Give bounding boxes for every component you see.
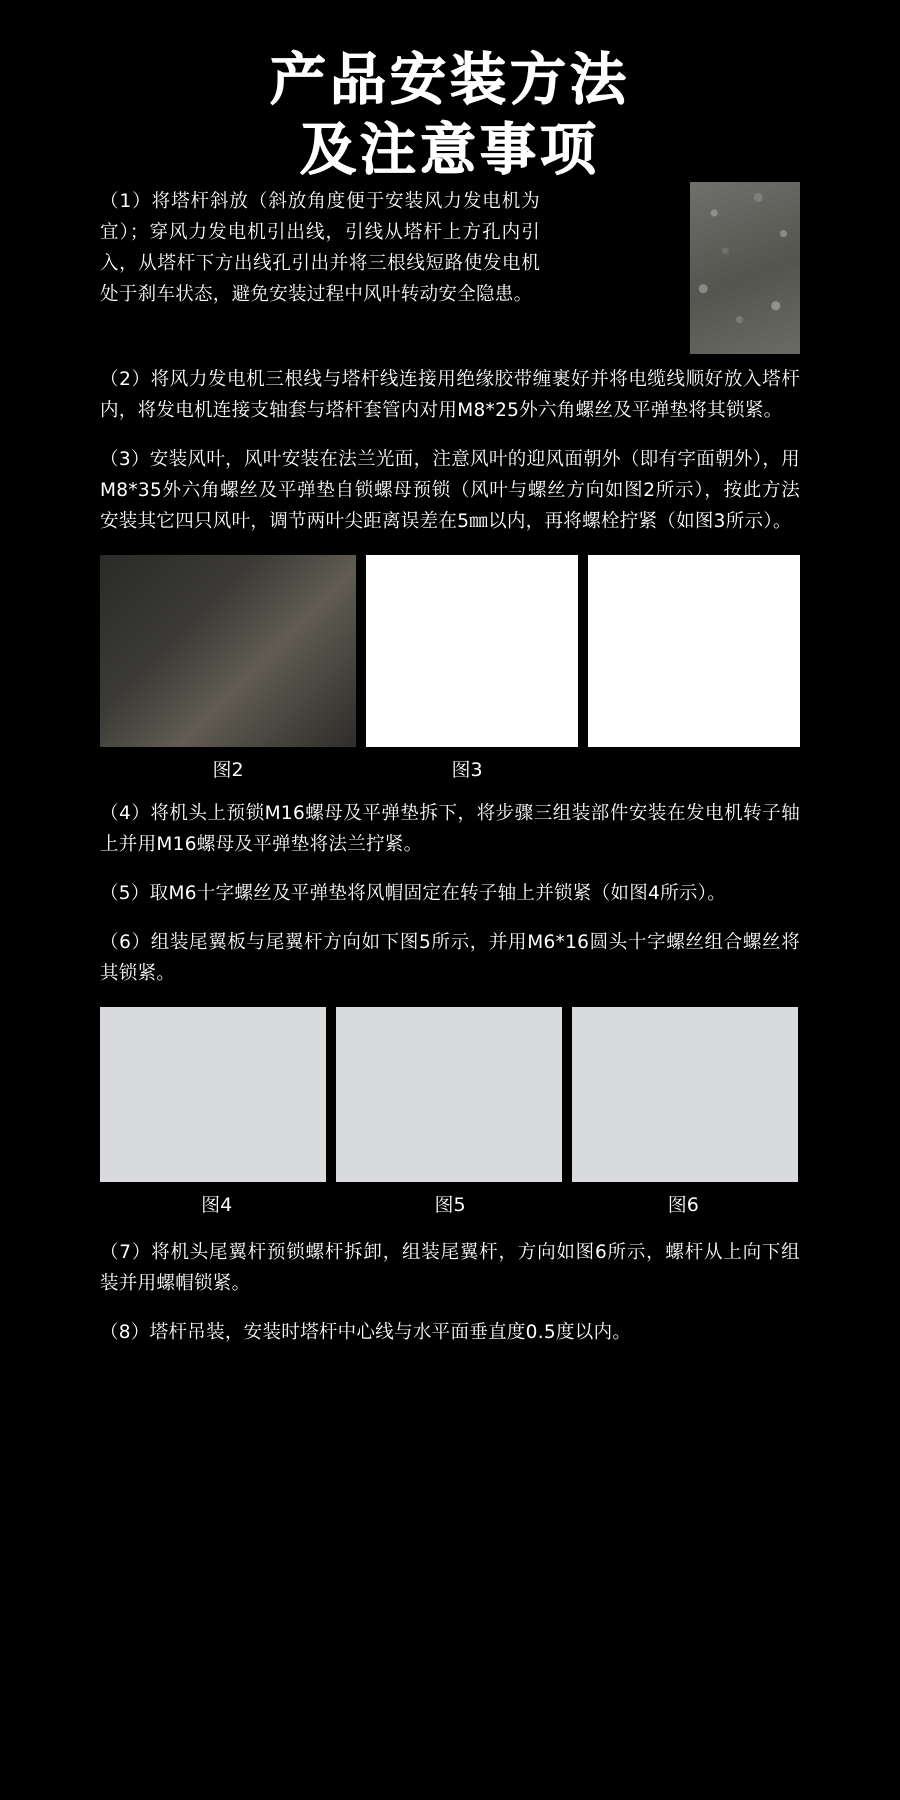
- title-line-1: [0, 46, 900, 116]
- step-4-text: （4）将机头上预锁M16螺母及平弹垫拆下，将步骤三组装部件安装在发电机转子轴上并用M16螺母及平弹垫将法兰拧紧。: [100, 803, 800, 855]
- figure-row-2: [100, 1007, 800, 1182]
- blade-flange-photo: [100, 555, 356, 747]
- title-line-1-text: 产品安装方法: [270, 48, 630, 113]
- content-body: [0, 186, 900, 1348]
- figure-caption-4: 图4: [201, 1194, 233, 1216]
- figure-caption-5: 图5: [434, 1194, 466, 1216]
- tower-pole-photo-art: [690, 182, 800, 354]
- tower-pole-photo: [690, 182, 800, 354]
- tail-vane-assembly-cad: [336, 1007, 562, 1182]
- step-5-text: （5）取M6十字螺丝及平弹垫将风帽固定在转子轴上并锁紧（如图4所示）。: [100, 883, 727, 904]
- figure-caption-6: 图6: [667, 1194, 699, 1216]
- tail-vane-plate-cad: [572, 1007, 798, 1182]
- figure-row-1-captions: [100, 755, 800, 782]
- figure-caption-3b: [578, 755, 800, 782]
- figure-row-1: [100, 555, 800, 747]
- figure-caption-2: 图2: [212, 759, 244, 781]
- step-6-text: （6）组装尾翼板与尾翼杆方向如下图5所示，并用M6*16圆头十字螺丝组合螺丝将其锁紧。: [100, 932, 800, 984]
- figure-row-2-captions: [100, 1190, 800, 1217]
- step-1-block: [100, 186, 800, 364]
- step-3-text: （3）安装风叶，风叶安装在法兰光面，注意风叶的迎风面朝外（即有字面朝外），用M8*35外六角螺丝及平弹垫自锁螺母预锁（风叶与螺丝方向如图2所示），按此方法安装其它四只风叶，调节两叶尖距离误差在5㎜以内，再将螺栓拧紧（如图3所示）。: [100, 449, 800, 532]
- step-7-text: （7）将机头尾翼杆预锁螺杆拆卸，组装尾翼杆，方向如图6所示，螺杆从上向下组装并用螺帽锁紧。: [100, 1242, 800, 1294]
- step-8-text: （8）塔杆吊装，安装时塔杆中心线与水平面垂直度0.5度以内。: [100, 1322, 632, 1343]
- tail-steps: [100, 1233, 800, 1348]
- title-line-2-text: 及注意事项: [300, 118, 600, 183]
- title-line-2: [0, 116, 900, 186]
- figure-caption-3: 图3: [451, 759, 483, 781]
- blade-layout-drawing-5: [588, 555, 800, 747]
- rotor-hub-cad: [100, 1007, 326, 1182]
- blade-layout-drawing-3: [366, 555, 578, 747]
- page-title: [0, 0, 900, 186]
- step-2-text: （2）将风力发电机三根线与塔杆线连接用绝缘胶带缠裹好并将电缆线顺好放入塔杆内，将发电机连接支轴套与塔杆套管内对用M8*25外六角螺丝及平弹垫将其锁紧。: [100, 369, 800, 421]
- step-1-text: （1）将塔杆斜放（斜放角度便于安装风力发电机为宜）；穿风力发电机引出线，引线从塔杆上方孔内引入，从塔杆下方出线孔引出并将三根线短路使发电机处于刹车状态，避免安装过程中风叶转动安全隐患。: [100, 191, 540, 305]
